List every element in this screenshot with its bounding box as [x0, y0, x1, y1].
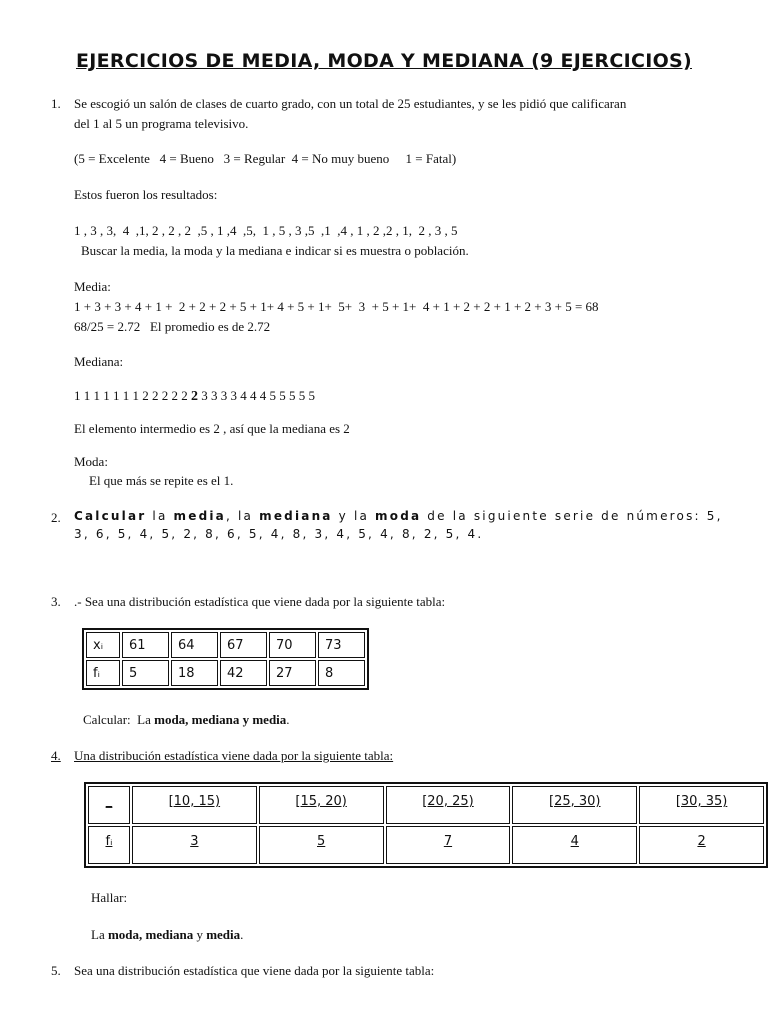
table-row: [88, 786, 764, 824]
exercise-2-line-2: 3, 6, 5, 4, 5, 2, 8, 6, 5, 4, 8, 3, 4, 5, 4, 8, 2, 5, 4.: [74, 527, 484, 541]
calc-prefix: Calcular: La: [83, 712, 155, 727]
table-cell: xᵢ: [86, 632, 120, 658]
table-cell: 67: [220, 632, 267, 658]
cell-text: [20, 25): [422, 794, 474, 809]
exercise-5-number: 5.: [51, 963, 61, 978]
moda-explanation: El que más se repite es el 1.: [89, 473, 234, 488]
word-la-1: la: [146, 509, 174, 523]
cell-text: [15, 20): [295, 794, 347, 809]
cell-text: 4: [570, 834, 579, 849]
task-bold-1: moda, mediana: [107, 927, 194, 942]
page-title: EJERCICIOS DE MEDIA, MODA Y MEDIANA (9 EJERCICIOS): [75, 50, 692, 72]
table-cell: 18: [171, 660, 218, 686]
word-moda: moda: [375, 509, 422, 523]
exercise-2-line-1: [74, 509, 723, 523]
table-cell: [259, 786, 384, 824]
table-cell: [132, 786, 257, 824]
exercise-4-table: [84, 782, 768, 868]
exercise-4-number: 4.: [51, 748, 61, 763]
calc-suffix: .: [286, 712, 290, 727]
cell-text: 5: [317, 834, 326, 849]
exercise-4-text: Una distribución estadística viene dada por la siguiente tabla:: [74, 748, 394, 763]
exercise-1-line-1: Se escogió un salón de clases de cuarto grado, con un total de 25 estudiantes, y se les pidió que calificaran: [74, 96, 627, 111]
rating-scale: (5 = Excelente 4 = Bueno 3 = Regular 4 = No muy bueno 1 = Fatal): [74, 151, 457, 166]
mediana-label: Mediana:: [74, 354, 124, 369]
word-la-2: , la: [225, 509, 260, 523]
table-cell: fᵢ: [86, 660, 120, 686]
task-bold-2: media: [206, 927, 241, 942]
exercise-3-text: .- Sea una distribución estadística que viene dada por la siguiente tabla:: [74, 594, 446, 609]
table-cell: 64: [171, 632, 218, 658]
mediana-sorted-values: [74, 388, 315, 405]
table-cell: [259, 826, 384, 864]
table-cell: [132, 826, 257, 864]
task-la: La: [91, 927, 108, 942]
media-sum: 1 + 3 + 3 + 4 + 1 + 2 + 2 + 2 + 5 + 1+ 4 + 5 + 1+ 5+ 3 + 5 + 1+ 4 + 1 + 2 + 2 + 1 + 2 + 3 + 5 = 68: [74, 299, 599, 314]
mediana-explanation: El elemento intermedio es 2 , así que la mediana es 2: [74, 421, 350, 436]
table-row: [86, 632, 365, 658]
results-label: Estos fueron los resultados:: [74, 187, 218, 202]
exercise-2-rest: de la siguiente serie de números: 5,: [421, 509, 723, 523]
hallar-label: Hallar:: [91, 890, 128, 905]
task-y: y: [193, 927, 207, 942]
cell-text: [10, 15): [168, 794, 221, 809]
results-values: 1 , 3 , 3, 4 ,1, 2 , 2 , 2 ,5 , 1 ,4 ,5, 1 , 5 , 3 ,5 ,1 ,4 , 1 , 2 ,2 , 1, 2 , 3 , 5: [74, 223, 458, 238]
calc-bold: moda, mediana y media: [154, 712, 287, 727]
table-row: [88, 826, 764, 864]
table-cell: [512, 826, 637, 864]
table-cell: 5: [122, 660, 169, 686]
media-result: 68/25 = 2.72 El promedio es de 2.72: [74, 319, 271, 334]
table-cell: 27: [269, 660, 316, 686]
cell-text: fᵢ: [105, 834, 113, 849]
cell-text: [30, 35): [675, 794, 728, 809]
table-cell: [386, 786, 511, 824]
mediana-values-before: 1 1 1 1 1 1 1 2 2 2 2 2: [74, 388, 191, 403]
word-calcular: Calcular: [74, 509, 147, 523]
table-cell: [639, 786, 764, 824]
exercise-5-text: Sea una distribución estadística que viene dada por la siguiente tabla:: [74, 963, 435, 978]
cell-text: 3: [190, 834, 199, 849]
table-cell: 73: [318, 632, 365, 658]
cell-text: 7: [443, 834, 453, 849]
task-end: .: [240, 927, 244, 942]
table-cell: [639, 826, 764, 864]
table-row: [86, 660, 365, 686]
moda-label: Moda:: [74, 454, 108, 469]
mediana-middle-value: 2: [191, 389, 198, 404]
exercise-3-table: [82, 628, 369, 690]
table-cell: [88, 786, 130, 824]
table-cell: [512, 786, 637, 824]
table-cell: 61: [122, 632, 169, 658]
word-media: media: [173, 509, 226, 523]
table-cell: [88, 826, 130, 864]
cell-text: _: [105, 794, 113, 809]
exercise-3-task: [83, 712, 290, 728]
cell-text: 2: [697, 834, 706, 849]
table-cell: 42: [220, 660, 267, 686]
exercise-1-task: Buscar la media, la moda y la mediana e indicar si es muestra o población.: [81, 243, 469, 258]
exercise-2-number: 2.: [51, 510, 61, 525]
media-label: Media:: [74, 279, 111, 294]
exercise-1-number: 1.: [51, 96, 61, 111]
exercise-3-number: 3.: [51, 594, 61, 609]
cell-text: [25, 30): [549, 794, 601, 809]
table-cell: [386, 826, 511, 864]
exercise-1-line-2: del 1 al 5 un programa televisivo.: [74, 116, 249, 131]
exercise-4-task: [91, 927, 243, 943]
table-cell: 8: [318, 660, 365, 686]
word-y-la: y la: [332, 509, 376, 523]
word-mediana: mediana: [259, 509, 333, 523]
table-cell: 70: [269, 632, 316, 658]
mediana-values-after: 3 3 3 3 4 4 4 5 5 5 5 5: [198, 388, 315, 403]
